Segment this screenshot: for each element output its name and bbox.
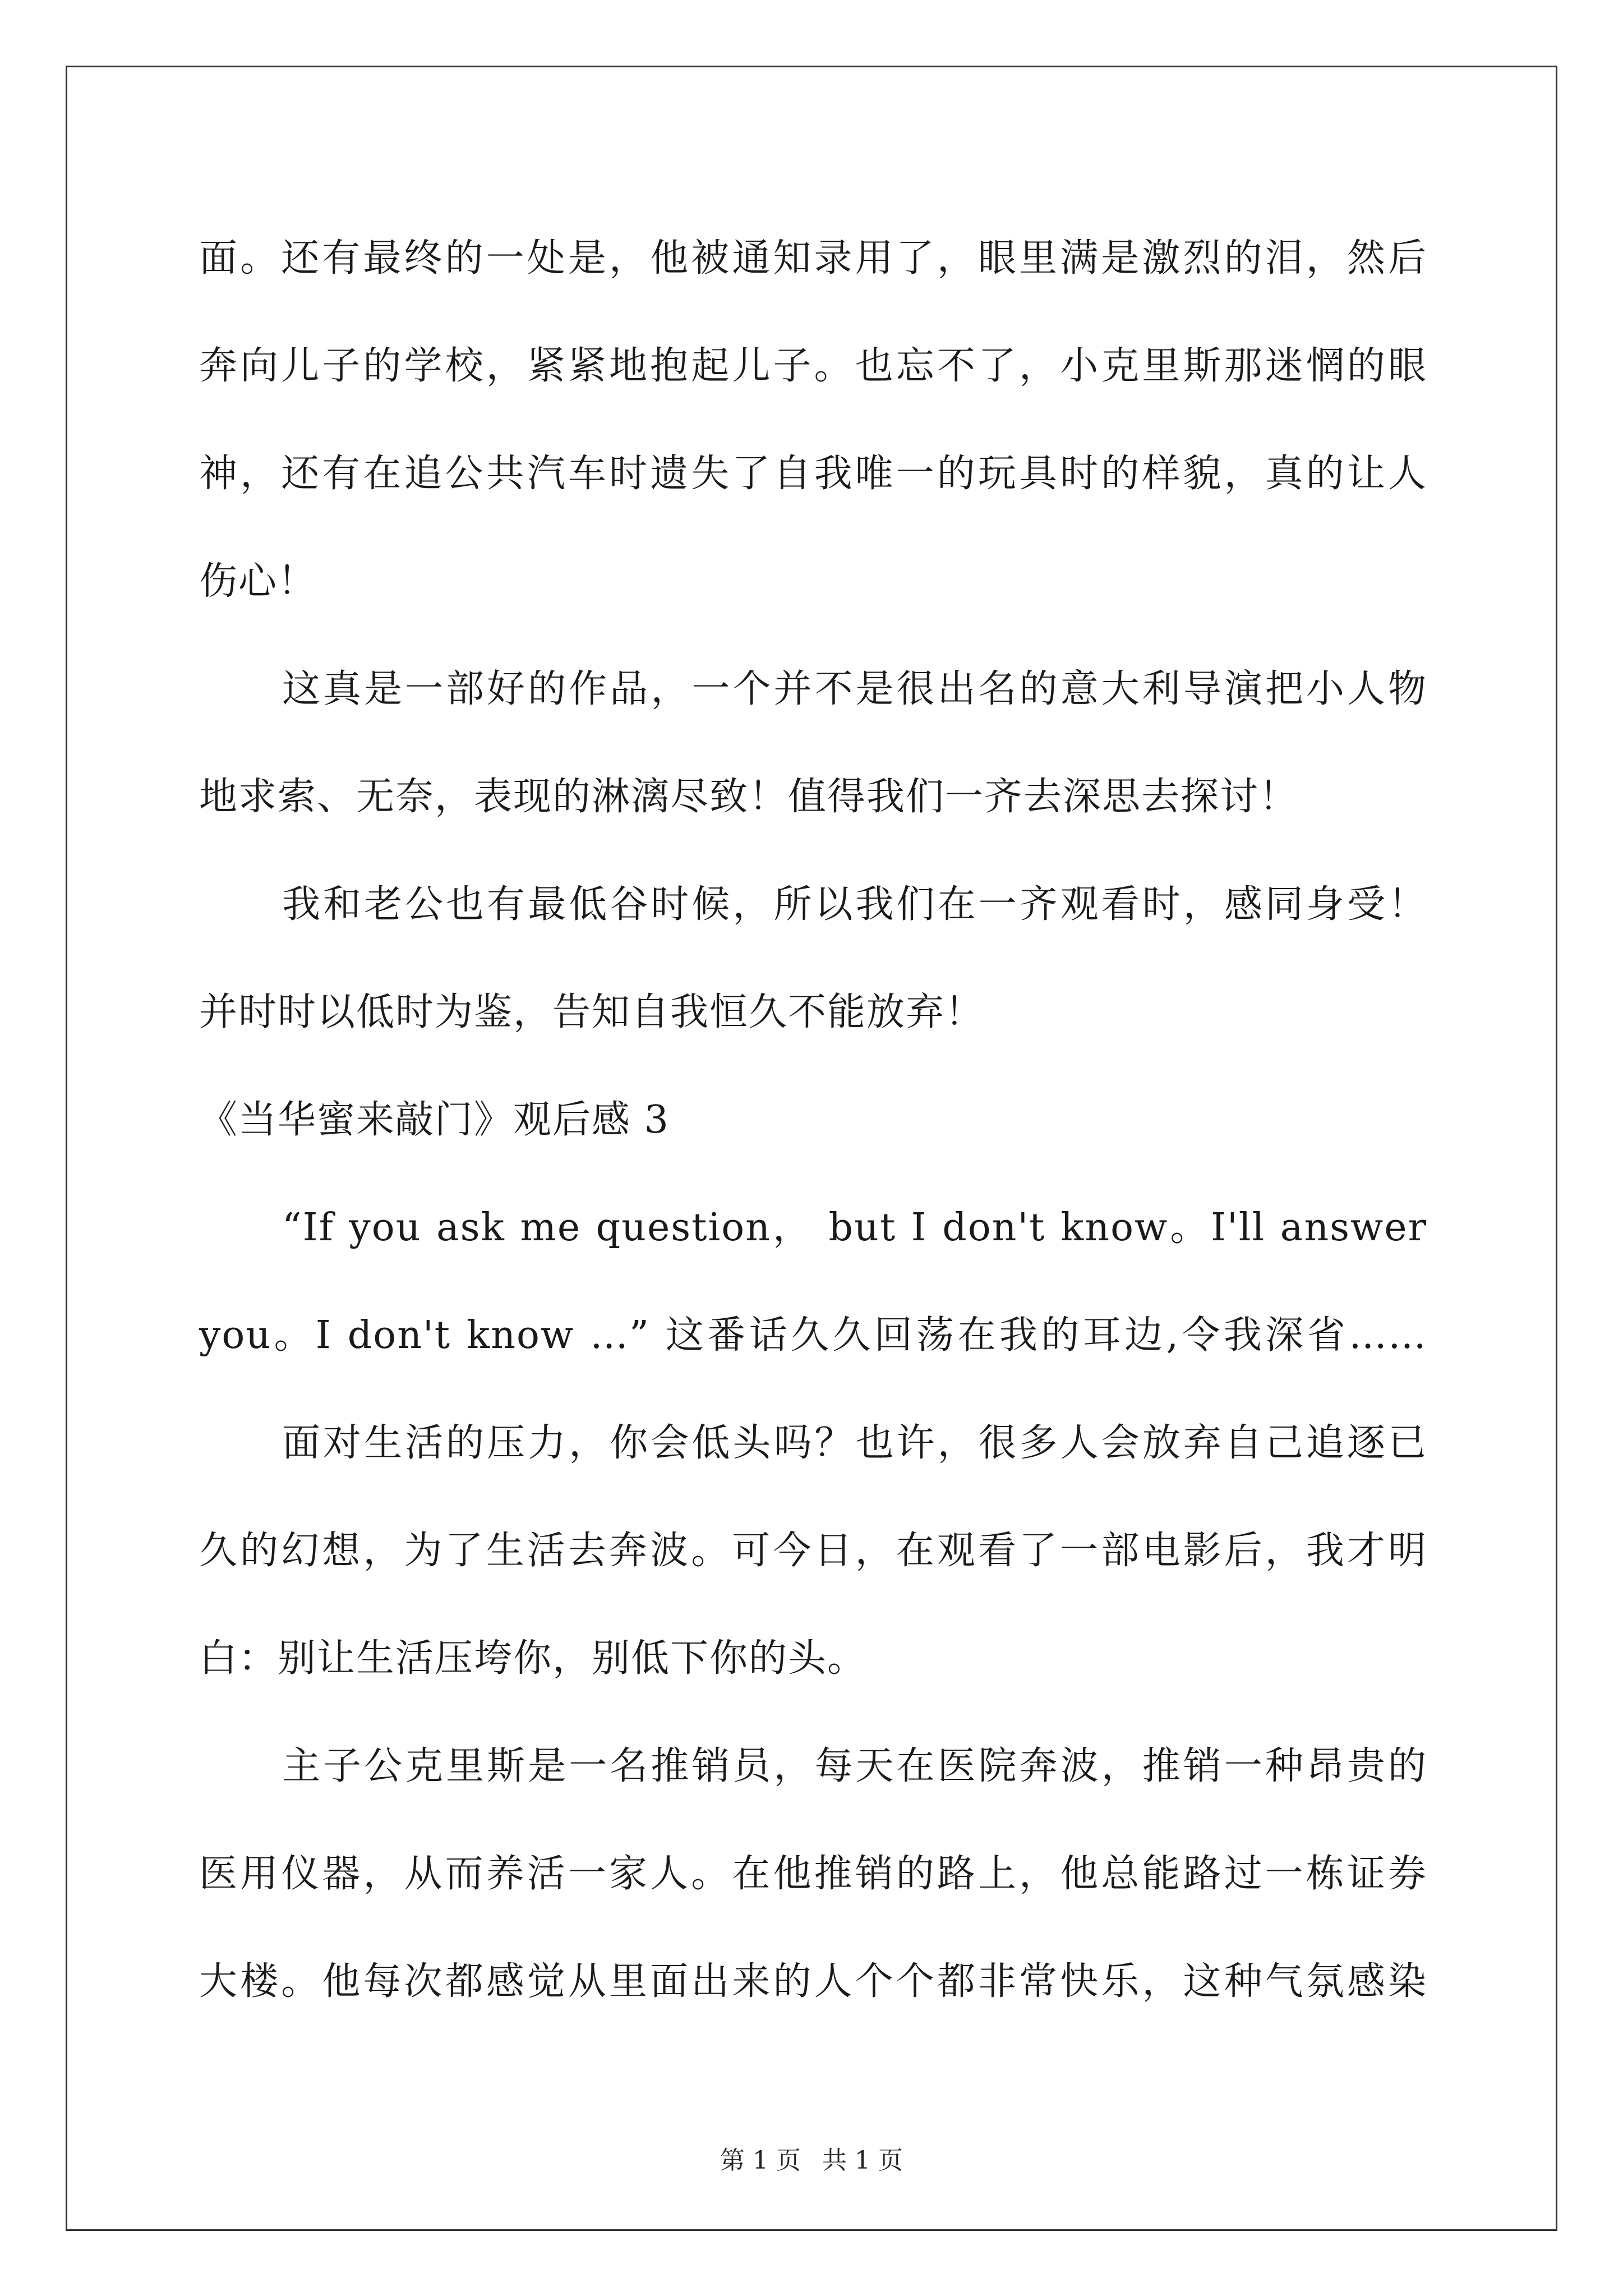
text-line: 伤心！	[199, 559, 317, 604]
text-line: 大楼。他每次都感觉从里面出来的人个个都非常快乐，这种气氛感染	[199, 1959, 1427, 2004]
text-line: 奔向儿子的学校，紧紧地抱起儿子。也忘不了，小克里斯那迷惘的眼	[199, 344, 1427, 388]
page-total: 共 1 页	[822, 2146, 903, 2175]
text-line: 白：别让生活压垮你，别低下你的头。	[199, 1636, 867, 1681]
paragraph-first-line: 主子公克里斯是一名推销员，每天在医院奔波，推销一种昂贵的	[282, 1744, 1427, 1788]
page-number: 第 1 页	[720, 2146, 801, 2175]
text-line: 医用仪器，从而养活一家人。在他推销的路上，他总能路过一栋证券	[199, 1852, 1427, 1896]
section-heading: 《当华蜜来敲门》观后感 3	[199, 1098, 670, 1142]
text-line: 地求索、无奈，表现的淋漓尽致！值得我们一齐去深思去探讨！	[199, 775, 1299, 819]
text-line: 并时时以低时为鉴，告知自我恒久不能放弃！	[199, 990, 985, 1034]
text-line: you。I don't know …” 这番话久久回荡在我的耳边,令我深省……	[199, 1313, 1427, 1358]
paragraph-first-line: 面对生活的压力，你会低头吗？也许，很多人会放弃自己追逐已	[282, 1421, 1427, 1465]
document-body	[199, 205, 1427, 2036]
text-line: 久的幻想，为了生活去奔波。可今日，在观看了一部电影后，我才明	[199, 1529, 1427, 1573]
text-line: 神，还有在追公共汽车时遗失了自我唯一的玩具时的样貌，真的让人	[199, 452, 1427, 496]
paragraph-first-line: 这真是一部好的作品，一个并不是很出名的意大利导演把小人物	[282, 667, 1427, 711]
text-line: 面。还有最终的一处是，他被通知录用了，眼里满是激烈的泪，然后	[199, 236, 1427, 280]
page-footer	[0, 2140, 1623, 2176]
paragraph-first-line: “If you ask me question， but I don't know。I'll answer	[282, 1205, 1427, 1250]
paragraph-first-line: 我和老公也有最低谷时候，所以我们在一齐观看时，感同身受！	[282, 882, 1427, 927]
